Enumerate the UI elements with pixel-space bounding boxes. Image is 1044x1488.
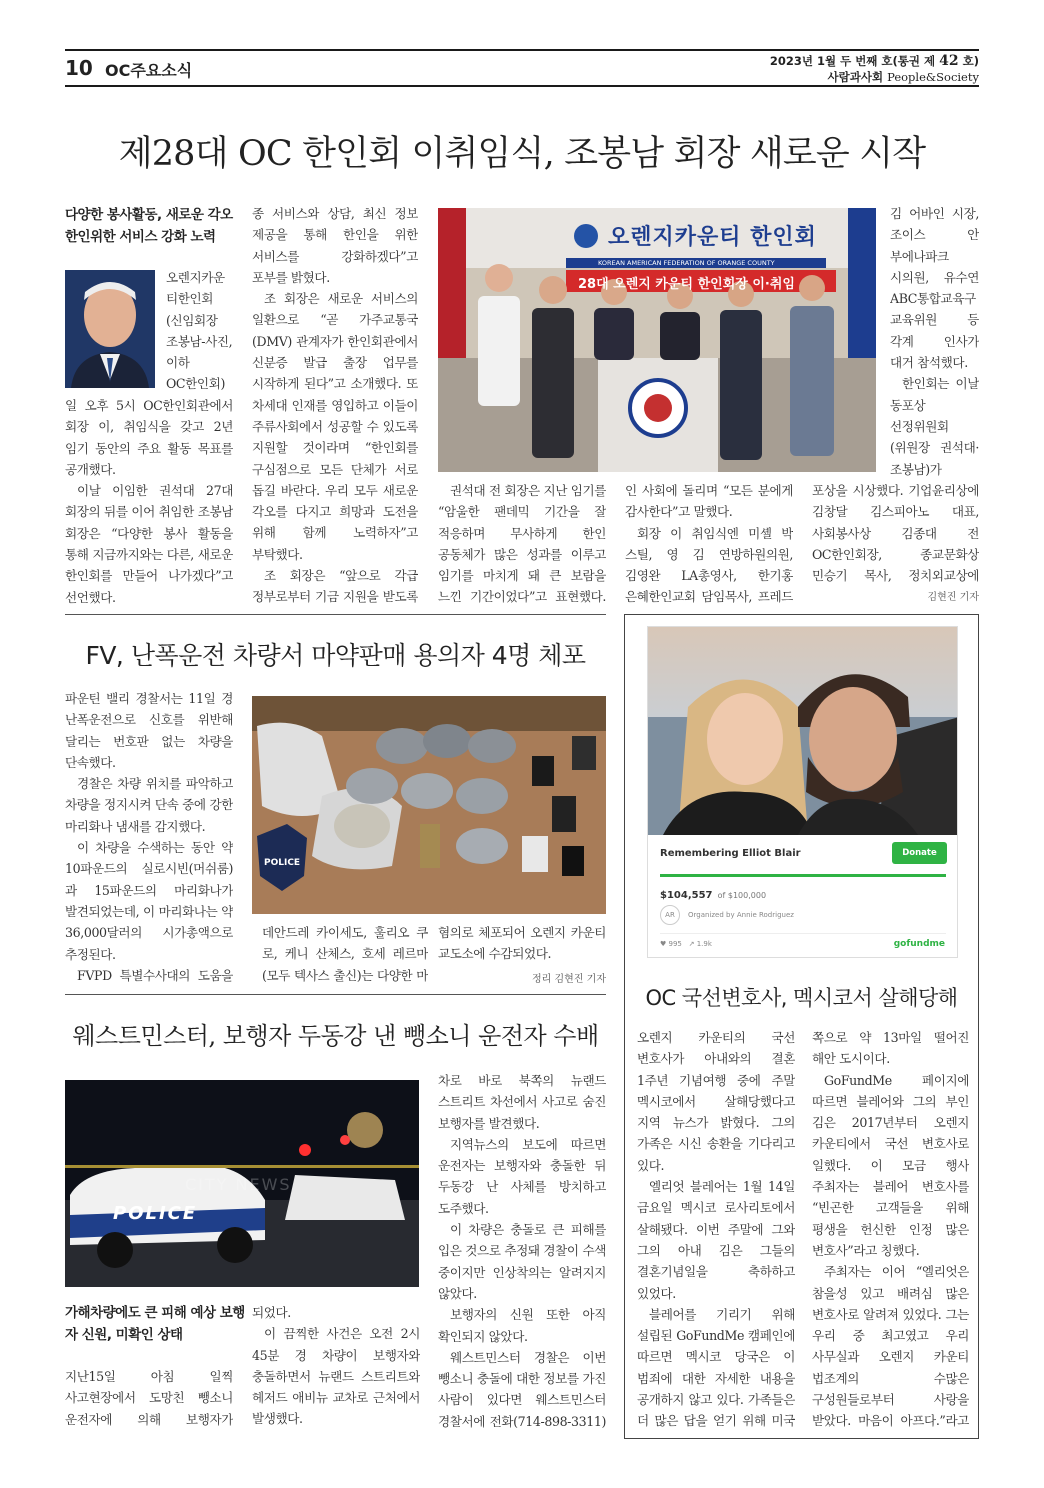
article3-headline: 웨스트민스터, 보행자 두동강 낸 뺑소니 운전자 수배 [72,1022,599,1050]
article3-col2-p3 [252,1430,420,1432]
article1-headline: 제28대 OC 한인회 이취임식, 조봉남 회장 새로운 시작 [118,134,926,174]
article1-col4-p2: 회장 이 취임식엔 미셸 박 스틸, 영 김 연방하원의원, 김영완 LA총영사, 한기홍 은혜한인교회 담임목사, 프레드 [625,525,793,605]
article4-col1 [637,1027,795,1433]
article1-intro-text: 오렌지카운티한인회(신임회장 조봉남-사진, 이하 OC한인회) [166,270,233,392]
article1-col1-intro [166,267,233,395]
article3-col3-p2: 지역뉴스의 보도에 따르면 운전자는 보행자와 충돌한 뒤 두동강 난 사체를 방치하고 도주했다. [438,1136,606,1216]
article1-col2-p2: 조 회장은 새로운 서비스의 일환으로 “곧 가주교통국(DMV) 관계자가 한인회관에서 신분증 발급 출장 업무를 시작하게 된다”고 소개했다. 또 차세대 인재를 영입하고 이들이 주류사회에서 성공할 수 있도록 지원할 것이라며 “한인회를 구심점으로 모든 단체가 서로 돕길 바란다. 우리 모두 새로운 각오를 다지고 희망과 도전을 위해 함께 노력하자”고 부탁했다. [252,291,418,562]
share-icon[interactable]: ↗ [688,940,695,948]
car-police-text: POLICE [113,1203,198,1224]
article4-col2 [812,1027,969,1433]
article3-col2-p2: 이 끔찍한 사건은 오전 2시 45분 경 차량이 보행자와 충돌하면서 뉴랜드 스트리트와 헤저드 애비뉴 교차로 근처에서 발생했다. [252,1326,420,1427]
article1-divider [65,614,606,615]
donate-button[interactable]: Donate [892,842,947,864]
article1-intro-rest: 일 오후 5시 OC한인회관에서 회장 이, 취임식을 갖고 2년 임기 동안의 주요 활동 목표를 공개했다. [65,398,233,477]
raised-amount [660,883,766,902]
chairman-portrait-svg [65,270,155,388]
article4-col2-p3: 주최자는 이어 “엘리엇은 참을성 있고 배려심 많은 변호사로 알려져 있었다. 그는 우리 중 최고였고 우리 사무실과 오렌지 카운티 법조계의 수많은 구성원들로부터 사랑을 받았다. 마음이 아프다.”라고 [812,1264,969,1429]
publisher [828,69,979,85]
organizer: Organized by Annie Rodriguez [688,911,794,919]
publisher-ko: 사람과사회 [827,70,884,84]
couple-photo-svg [648,627,958,835]
article3-col3-p5: 웨스트민스터 경찰은 이번 뺑소니 충돌에 대한 정보를 가진 사람이 있다면 웨스트민스터 경찰서에 전화(714-898-3311) [438,1349,606,1429]
banner-english: KOREAN AMERICAN FEDERATION OF ORANGE COUNTY [598,259,775,267]
publisher-en: People&Society [887,70,979,84]
inauguration-photo [438,208,876,472]
seized-drugs-photo-svg [252,696,606,914]
card-divider [660,933,946,934]
article2-headline: FV, 난폭운전 차량서 마약판매 용의자 4명 체포 [85,641,586,670]
article2-p3: 이 차량을 수색하는 동안 약 10파운드의 실로시빈(머쉬룸)과 15파운드의 마리화나가 발견되었는데, 이 마리화나는 약 36,000달러의 시가총액으로 추정된다. [65,840,233,962]
chairman-portrait [65,270,155,388]
heart-icon[interactable]: ♥ [660,940,667,948]
like-count: 995 [668,940,682,948]
article1-col1-p2: 이날 이임한 권석대 27대 회장의 뒤를 이어 취임한 조봉남 회장은 “다양한 봉사 활동을 통해 지금까지와는 다른, 새로운 한인회를 만들어 나가겠다”고 선언했다. [65,483,233,605]
section-name: OC주요소식 [105,61,193,80]
amount: $104,557 [660,890,713,901]
article4-headline: OC 국선변호사, 멕시코서 살해당해 [645,986,958,1010]
police-scene-photo [65,1080,419,1287]
progress-track [660,874,946,877]
article1-col3 [438,480,606,605]
photo-watermark: CITY NEWS [185,1175,292,1194]
article1-col3-p1: 권석대 전 회장은 지난 임기를 “암울한 팬데믹 기간을 잘 적응하며 무사하게 한인 공동체가 많은 성과를 이루고 임기를 마치게 돼 큰 보람을 느낀 기간이었다”고 표현했다. [438,483,606,605]
article1-col2 [252,203,418,605]
gofundme-title: Remembering Elliot Blair [660,848,801,859]
issue-info [770,53,979,69]
article3-subhead: 가해차량에도 큰 피해 예상 보행자 신원, 미확인 상태 [65,1305,245,1343]
article4-col1-p3: 블레어를 기리기 위해 설립된 GoFundMe 캠페인에 따르면 멕시코 당국은 이 범죄에 대한 자세한 내용을 공개하지 않고 있다. 가족들은 더 많은 답을 얻기 위해 미국 [637,1306,795,1429]
article3-col3-p1: 차로 바로 북쪽의 뉴랜드 스트리트 차선에서 사고로 숨진 보행자를 발견했다. [438,1073,606,1131]
police-badge-text: POLICE [264,858,301,868]
issue-text: 2023년 1월 두 번째 호(통권 제 [769,54,936,68]
couple-photo [648,627,958,835]
header-top-rule [65,49,979,51]
share-count: 1.9k [696,940,712,948]
page-number: 10 [65,56,93,80]
article1-col4 [625,480,793,605]
article3-col3-p4: 보행자의 신원 또한 아직 확인되지 않았다. [438,1307,606,1344]
article3-col2 [252,1302,420,1432]
article1-byline: 김현진 기자 [927,592,979,603]
article2-body [65,688,233,986]
issue-end: 호) [962,54,979,68]
header-bottom-rule [65,85,979,87]
article4-col2-p1: 쪽으로 약 13마일 떨어진 해안 도시이다. [812,1030,969,1067]
article1-col5-p2: 한인회는 이날 동포상 선정위원회(위원장 권석대·조봉남)가 [890,376,979,477]
article1-col5-top [890,203,979,480]
article3-col1-p1: 지난15일 아침 일찍 사고현장에서 도망친 뺑소니 운전자에 의해 보행자가 [65,1369,233,1427]
gofundme-logo: gofundme [893,939,945,949]
article3-col3 [438,1070,606,1432]
article2-p4: FVPD 특별수사대의 도움을 [77,967,233,983]
article2-divider [65,994,606,995]
article1-col5-bottom [812,480,979,586]
issue-number: 42 [939,53,959,69]
article2-p1: 파운틴 밸리 경찰서는 11일 경 난폭운전으로 신호를 위반해 달리는 번호판 없는 차량을 단속했다. [65,691,233,770]
article4-col1-p1: 오렌지 카운티의 국선 변호사가 아내와의 결혼 1주년 기념여행 중에 주말 멕시코에서 살해당했다고 지역 뉴스가 밝혔다. 그의 가족은 시신 송환을 기다리고 있다. [637,1030,795,1173]
card-footer [660,940,712,948]
page-header [65,46,979,88]
article1-col2-p3: 조 회장은 “앞으로 각급 정부로부터 기금 지원을 받도록 [252,568,418,605]
goal: of $100,000 [717,891,767,900]
banner-title: 오렌지카운티 한인회 [608,225,817,250]
article1-col5-p1: 김 어바인 시장, 조이스 안 부에나파크 시의원, 유수연 ABC통합교육구 교육위원 등 각계 인사가 대거 참석했다. [890,206,979,371]
article1-col2-p1: 종 서비스와 상담, 최신 정보 제공을 통해 한인을 위한 서비스를 강화하겠다”고 포부를 밝혔다. [252,206,418,285]
article1-col4-p1: 인 사회에 돌리며 “모든 분에게 감사한다”고 말했다. [625,483,793,520]
article2-caption-col2: 혐의로 체포되어 오렌지 카운티 교도소에 수감되었다. [438,925,606,962]
article4-col1-p2: 엘리엇 블레어는 1월 14일 금요일 멕시코 로사리토에서 살해됐다. 이번 주말에 그와 그의 아내 김은 그들의 결혼기념일을 축하하고 있었다. [637,1179,795,1301]
article1-col1-body [65,395,233,605]
organizer-avatar: AR [660,905,680,925]
article1-col5-p2-rest: 포상을 시상했다. 기업윤리상에 김창달 김스피아노 대표, 사회봉사상 김종대 전 OC한인회장, 종교문화상 민승기 목사, 정치외교상에 [812,483,979,584]
article3-col3-p3: 이 차량은 충돌로 큰 피해를 입은 것으로 추정돼 경찰이 수색 중이지만 인상착의는 알려지지 않았다. [438,1222,606,1301]
article1-subhead: 다양한 봉사활동, 새로운 각오 한인위한 서비스 강화 노력 [65,207,233,245]
article3-col2-p1: 되었다. [252,1305,291,1320]
gofundme-card [647,626,958,958]
article4-col2-p2: GoFundMe 페이지에 따르면 블레어와 그의 부인 김은 2017년부터 오렌지 카운티에서 국선 변호사로 일했다. 이 모금 행사 주최자는 블레어 변호사를 “빈곤한 고객들을 위해 평생을 헌신한 인정 많은 변호사”라고 칭했다. [812,1072,969,1258]
progress-fill [660,874,946,877]
seized-drugs-photo [252,696,606,914]
article2-byline: 정리 김현진 기자 [532,974,606,985]
article3-col1 [65,1366,233,1432]
article2-p2: 경찰은 차량 위치를 파악하고 차량을 정지시켜 단속 중에 강한 마리화나 냄새를 감지했다. [65,776,233,834]
article2-caption-col1: 데안드레 카이세도, 훌리오 쿠로, 케니 산체스, 호세 레르마(모두 텍사스 출신)는 다양한 마 [262,925,428,983]
banner-row2: 28대 오렌지 카운티 한인회장 이·취임 [578,277,795,292]
